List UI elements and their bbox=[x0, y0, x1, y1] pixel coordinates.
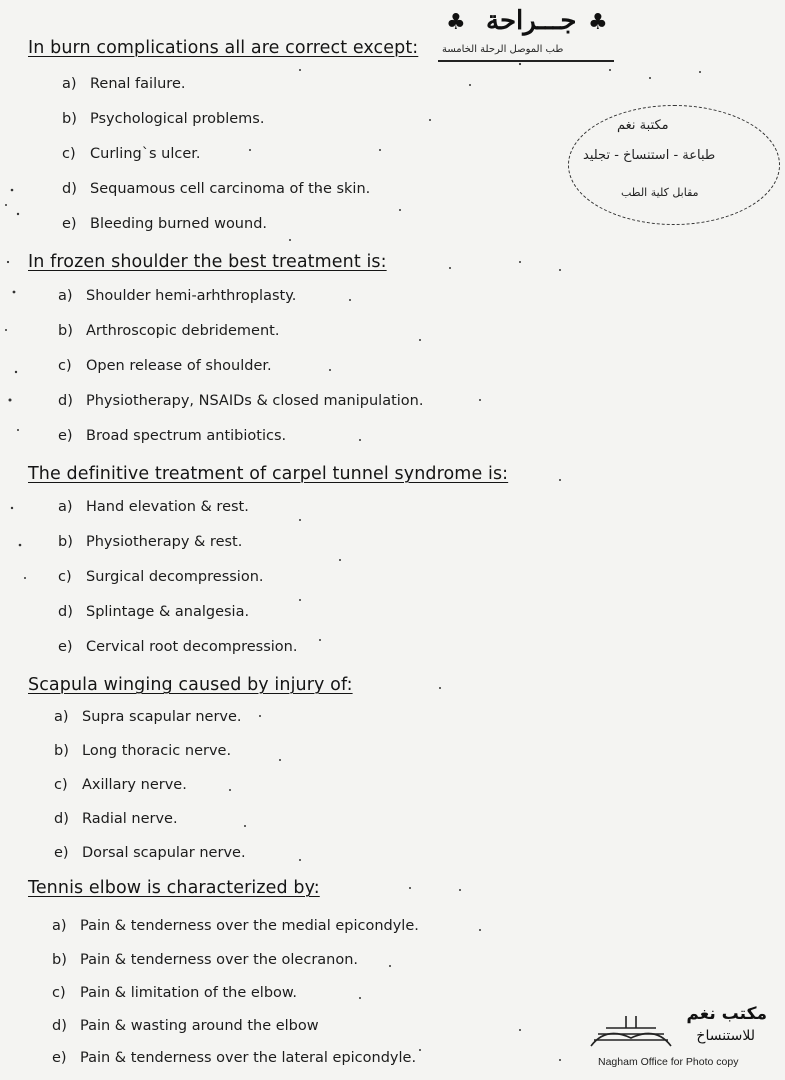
option-a: a) Shoulder hemi-arhthroplasty. bbox=[58, 288, 297, 304]
question-title: The definitive treatment of carpel tunnel syndrome is: bbox=[28, 464, 509, 484]
option-c: c) Pain & limitation of the elbow. bbox=[52, 985, 298, 1001]
office-service: للاستنساخ bbox=[696, 1028, 755, 1044]
option-a: a) Renal failure. bbox=[62, 76, 186, 92]
question-title: In burn complications all are correct except: bbox=[28, 38, 419, 58]
option-e: e) Bleeding burned wound. bbox=[62, 216, 268, 232]
option-a: a) Supra scapular nerve. bbox=[54, 709, 242, 725]
option-c: c) Axillary nerve. bbox=[54, 777, 187, 793]
option-b: b) Long thoracic nerve. bbox=[54, 743, 232, 759]
club-icon: ♣ bbox=[588, 10, 608, 35]
option-d: d) Radial nerve. bbox=[54, 811, 178, 827]
header bbox=[438, 2, 614, 62]
option-e: e) Pain & tenderness over the lateral epicondyle. bbox=[52, 1050, 417, 1066]
option-b: b) Physiotherapy & rest. bbox=[58, 534, 243, 550]
option-c: c) Open release of shoulder. bbox=[58, 358, 272, 374]
office-name: مكتب نغم bbox=[686, 1004, 767, 1024]
office-stamp bbox=[578, 1002, 773, 1078]
option-e: e) Cervical root decompression. bbox=[58, 639, 298, 655]
question-title: In frozen shoulder the best treatment is: bbox=[28, 252, 387, 272]
option-a: a) Pain & tenderness over the medial epicondyle. bbox=[52, 918, 419, 934]
option-b: b) Pain & tenderness over the olecranon. bbox=[52, 952, 359, 968]
option-b: b) Arthroscopic debridement. bbox=[58, 323, 280, 339]
stamp-line: مكتبة نغم bbox=[617, 118, 669, 133]
stamp-line: طباعة - استنساخ - تجليد bbox=[583, 148, 716, 163]
option-d: d) Sequamous cell carcinoma of the skin. bbox=[62, 181, 371, 197]
option-b: b) Psychological problems. bbox=[62, 111, 265, 127]
option-d: d) Physiotherapy, NSAIDs & closed manipulation. bbox=[58, 393, 424, 409]
club-icon: ♣ bbox=[446, 10, 466, 35]
header-title: جـــراحة bbox=[486, 6, 577, 36]
book-logo-icon bbox=[586, 1008, 676, 1056]
office-english: Nagham Office for Photo copy bbox=[598, 1056, 739, 1068]
library-stamp bbox=[568, 105, 780, 225]
option-d: d) Splintage & analgesia. bbox=[58, 604, 250, 620]
option-e: e) Dorsal scapular nerve. bbox=[54, 845, 246, 861]
option-a: a) Hand elevation & rest. bbox=[58, 499, 249, 515]
question-title: Scapula winging caused by injury of: bbox=[28, 675, 353, 695]
stamp-line: مقابل كلية الطب bbox=[621, 186, 699, 199]
option-d: d) Pain & wasting around the elbow bbox=[52, 1018, 319, 1034]
option-e: e) Broad spectrum antibiotics. bbox=[58, 428, 287, 444]
question-title: Tennis elbow is characterized by: bbox=[28, 878, 320, 898]
option-c: c) Surgical decompression. bbox=[58, 569, 264, 585]
header-subtitle: طب الموصل الرحلة الخامسة bbox=[442, 44, 564, 55]
option-c: c) Curling`s ulcer. bbox=[62, 146, 201, 162]
